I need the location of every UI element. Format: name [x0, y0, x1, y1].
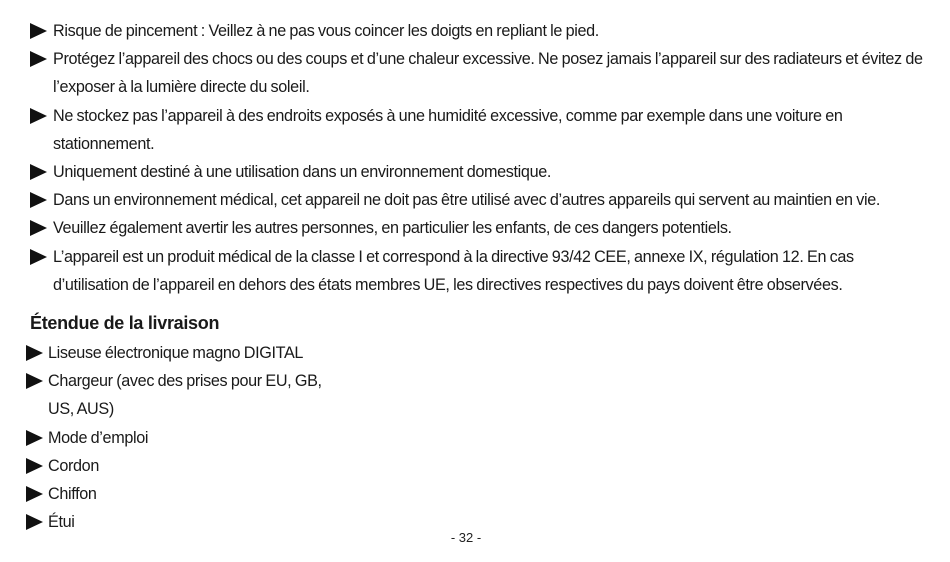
triangle-right-icon	[30, 23, 47, 39]
triangle-right-icon	[30, 108, 47, 124]
page-number: - 32 -	[450, 530, 482, 545]
delivery-item-text: Cordon	[48, 456, 99, 475]
warning-item	[30, 243, 930, 299]
warning-item	[30, 102, 930, 158]
safety-warnings-list	[30, 17, 930, 299]
warning-item	[30, 214, 930, 242]
delivery-item-text: Chiffon	[48, 485, 97, 504]
delivery-contents-list	[26, 339, 386, 536]
warning-text: Protégez l’appareil des chocs ou des coups et d’une chaleur excessive. Ne posez jamais l’appareil sur des radiateurs et évitez de l’exposer à la lumière directe du soleil.	[53, 50, 923, 97]
delivery-item	[26, 452, 386, 480]
warning-text: Risque de pincement : Veillez à ne pas vous coincer les doigts en repliant le pied.	[53, 22, 599, 40]
warning-item	[30, 45, 930, 101]
delivery-section-title: Étendue de la livraison	[30, 313, 220, 333]
delivery-item-text: Étui	[48, 513, 75, 532]
delivery-item-text: Chargeur (avec des prises pour EU, GB, US, AUS)	[48, 372, 322, 419]
triangle-right-icon	[26, 486, 43, 502]
triangle-right-icon	[26, 430, 43, 446]
triangle-right-icon	[30, 192, 47, 208]
delivery-item-text: Mode d’emploi	[48, 428, 149, 447]
warning-text: Veuillez également avertir les autres personnes, en particulier les enfants, de ces dangers potentiels.	[53, 219, 732, 238]
delivery-item	[26, 424, 386, 452]
triangle-right-icon	[26, 373, 43, 389]
delivery-item	[26, 367, 348, 423]
warning-text: Ne stockez pas l’appareil à des endroits exposés à une humidité excessive, comme par exemple dans une voiture en stationnement.	[53, 106, 843, 153]
delivery-item	[26, 480, 386, 508]
triangle-right-icon	[30, 164, 47, 180]
triangle-right-icon	[26, 345, 43, 361]
warning-text: Uniquement destiné à une utilisation dans un environnement domestique.	[53, 163, 552, 182]
warning-item	[30, 186, 930, 214]
triangle-right-icon	[30, 249, 47, 265]
delivery-item	[26, 339, 386, 367]
triangle-right-icon	[30, 220, 47, 236]
delivery-item-text: Liseuse électronique magno DIGITAL	[48, 344, 304, 362]
triangle-right-icon	[26, 458, 43, 474]
triangle-right-icon	[30, 51, 47, 67]
triangle-right-icon	[26, 514, 43, 530]
warning-item	[30, 158, 930, 186]
warning-text: Dans un environnement médical, cet appareil ne doit pas être utilisé avec d’autres appareils qui servent au maintien en vie.	[53, 191, 881, 210]
warning-item	[30, 17, 930, 45]
warning-text: L’appareil est un produit médical de la classe I et correspond à la directive 93/42 CEE, annexe IX, régulation 12. En cas d’utilisation de l’appareil en dehors des états membres UE, les directives respectives du pays doivent être observées.	[53, 247, 854, 294]
